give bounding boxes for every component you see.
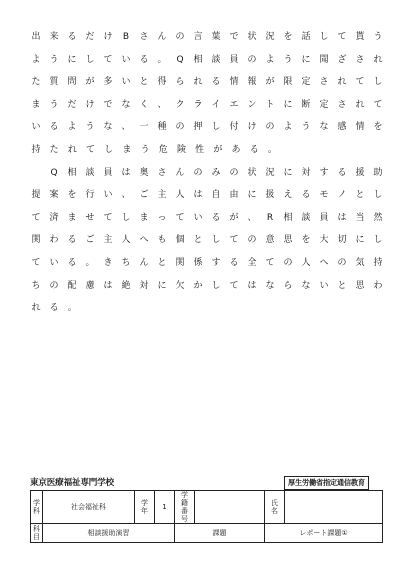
essay-line: ま う だ け で な く 、 ク ラ イ エ ン ト に 断 定 さ れ て: [31, 99, 383, 110]
department-label: [31, 491, 43, 524]
name-label: [265, 491, 285, 524]
essay-line: ち の 配 慮 は 絶 対 に 欠 か し て は な ら な い と 思 わ: [31, 280, 383, 291]
name-field[interactable]: [285, 491, 383, 524]
student-no-field[interactable]: [195, 491, 265, 524]
year-value: 1: [155, 491, 175, 524]
subject-label: [31, 524, 43, 543]
essay-line: い る よ う な 、 一 種 の 押 し 付 け の よ う な 感 情 を: [31, 122, 383, 133]
assignment-value: レポート課題①: [265, 524, 383, 543]
stacked-label-text: 氏 名: [271, 499, 278, 515]
essay-line: た 質 問 が 多 い と 得 ら れ る 情 報 が 限 定 さ れ て し: [31, 77, 383, 88]
student-no-label: [175, 491, 195, 524]
stacked-label-text: 学 年: [141, 499, 148, 515]
student-info-form: [30, 490, 383, 543]
essay-line: て い る 。 き ち ん と 関 係 す る 全 て の 人 へ の 気 持: [31, 257, 383, 268]
essay-line: 関 わ る ご 主 人 へ も 個 と し て の 意 思 を 大 切 に し: [31, 235, 383, 246]
essay-body: [30, 26, 384, 320]
department-value: 社会福祉科: [43, 491, 135, 524]
stacked-label-text: 学 籍 番 号: [181, 491, 188, 523]
year-label: [135, 491, 155, 524]
subject-value: 相談援助演習: [43, 524, 175, 543]
ministry-badge: 厚生労働省指定通信教育: [284, 476, 369, 490]
essay-line: 出 来 る だ け B さ ん の 言 葉 で 状 況 を 話 し て 貰 う: [31, 32, 383, 42]
essay-line: て 済 ま せ て し ま っ て い る が 、 R 相 談 員 は 当 然: [31, 212, 383, 223]
stacked-label-text: 科 目: [33, 525, 40, 541]
essay-line: Q 相 談 員 は 奥 さ ん の み の 状 況 に 対 す る 援 助: [50, 167, 383, 178]
stacked-label-text: 学 科: [33, 499, 40, 515]
essay-line: 提 案 を 行 い 、 ご 主 人 は 自 由 に 扱 え る モ ノ と し: [31, 190, 383, 201]
essay-line: 持 た れ て し ま う 危 険 性 が あ る 。: [31, 144, 277, 155]
school-name: 東京医療福祉専門学校: [30, 478, 114, 488]
essay-line: れ る 。: [31, 303, 77, 314]
essay-line: よ う に し て い る 。 Q 相 談 員 の よ う に 聞 ざ さ れ: [31, 54, 383, 65]
assignment-label: 課題: [175, 524, 265, 543]
